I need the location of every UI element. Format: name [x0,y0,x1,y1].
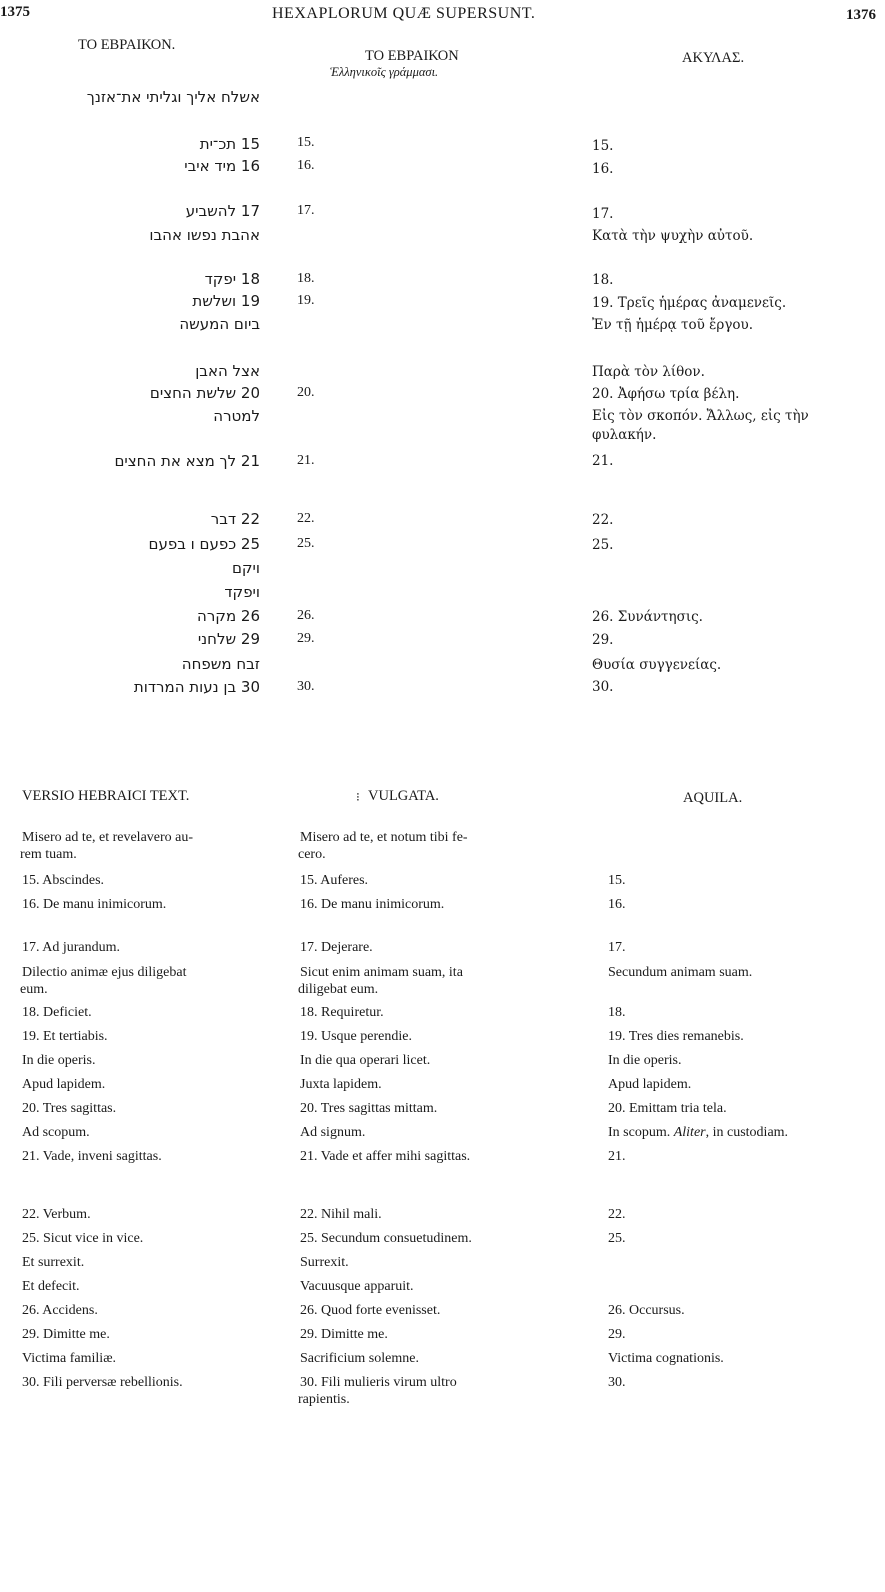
aquila-latin-line: 29. [608,1327,626,1342]
versio-line: Victima familiæ. [22,1351,117,1366]
transliteration-line: 17. [297,203,315,218]
vulgata-line: Juxta lapidem. [300,1077,382,1092]
transliteration-line: 22. [297,511,315,526]
aquila-greek-line: 20. Ἀφήσω τρία βέλη. [592,386,740,402]
hebrew-column-heading: ΤΟ ΕΒΡΑΙΚΟΝ. [78,37,176,53]
vulgata-line: 21. Vade et affer mihi sagittas. [300,1149,471,1164]
page-number-right: 1376 [846,7,876,23]
aquila-greek-line: 29. [592,632,614,648]
aquila-latin-line: 20. Emittam tria tela. [608,1101,727,1116]
versio-line: 29. Dimitte me. [22,1327,110,1342]
versio-line: 15. Abscindes. [22,873,105,888]
aquila-latin-line: 25. [608,1231,626,1246]
versio-line: In die operis. [22,1053,96,1068]
transliteration-line: 18. [297,271,315,286]
aquila-latin-line: 26. Occursus. [608,1303,685,1318]
versio-line: Misero ad te, et revelavero au- [22,830,194,845]
aquila-greek-line: φυλακήν. [592,427,657,443]
hebrew-line: 20 שלשת החצים [149,384,260,402]
hebrew-line: 22 דבר [210,510,260,528]
hebrew-line: למטרה [213,407,260,425]
versio-line: 21. Vade, inveni sagittas. [22,1149,162,1164]
aquila-latin-line: Victima cognationis. [608,1351,724,1366]
aquila-greek-column-heading: ΑΚΥΛΑΣ. [682,50,745,66]
versio-line: rem tuam. [20,847,77,862]
aquila-latin-line-scopum [608,1125,788,1141]
vulgata-line: In die qua operari licet. [300,1053,431,1068]
transliteration-column-subheading: Ἑλληνικοῖς γράμμασι. [330,65,439,79]
vulgata-line: 30. Fili mulieris virum ultro [300,1375,457,1390]
aquila-greek-line: 22. [592,512,614,528]
aquila-latin-line: 19. Tres dies remanebis. [608,1029,744,1044]
transliteration-line: 25. [297,536,315,551]
aquila-latin-line: Secundum animam suam. [608,965,753,980]
transliteration-line: 26. [297,608,315,623]
transliteration-line: 19. [297,293,315,308]
vulgata-line: diligebat eum. [298,982,379,997]
hebrew-line: 30 בן נעות המרדות [133,678,260,696]
vulgata-line: 18. Requiretur. [300,1005,384,1020]
aquila-latin-line: 22. [608,1207,626,1222]
vulgata-line: Surrexit. [300,1255,349,1270]
aquila-latin-line: 17. [608,940,626,955]
vulgata-line: 20. Tres sagittas mittam. [300,1101,438,1116]
aquila-scopum-emph: Aliter [673,1125,706,1140]
vulgata-line: Ad signum. [300,1125,366,1140]
transliteration-line: 29. [297,631,315,646]
page-number-left: 1375 [0,4,30,20]
hebrew-line: 18 יפקד [204,270,260,288]
hebrew-line: ביום המעשה [179,315,260,333]
hebrew-line: אהבת נפשו אהבו [149,226,260,244]
vulgata-line: Sicut enim animam suam, ita [300,965,463,980]
hebrew-line: אשלח אליך וגליתי את־אזנך [86,88,260,106]
vulgata-line: 17. Dejerare. [300,940,373,955]
aquila-latin-line: 18. [608,1005,626,1020]
aquila-greek-line: 16. [592,161,614,177]
aquila-latin-line: 16. [608,897,626,912]
aquila-latin-line: 30. [608,1375,626,1390]
hebrew-line: 25 כפעם ו בפעם [148,535,260,553]
aquila-greek-line: Κατὰ τὴν ψυχὴν αὐτοῦ. [592,228,754,244]
versio-line: Et defecit. [22,1279,80,1294]
versio-line: 18. Deficiet. [22,1005,92,1020]
vulgata-column-heading: VULGATA. [368,788,439,804]
transliteration-line: 30. [297,679,315,694]
aquila-latin-line: 21. [608,1149,626,1164]
transliteration-line: 20. [297,385,315,400]
vulgata-line: 15. Auferes. [300,873,369,888]
versio-line: Apud lapidem. [22,1077,106,1092]
aquila-latin-line: In die operis. [608,1053,682,1068]
vulgata-heading-mark: ⁝ [356,790,360,804]
aquila-greek-line: 19. Τρεῖς ἡμέρας ἀναμενεῖς. [592,295,787,311]
hebrew-line: ויפקד [224,583,260,601]
versio-line: Et surrexit. [22,1255,85,1270]
hebrew-line: 26 מקרה [197,607,260,625]
aquila-greek-line: 21. [592,453,614,469]
vulgata-line: Sacrificium solemne. [300,1351,419,1366]
vulgata-line: 16. De manu inimicorum. [300,897,445,912]
hebrew-line: 21 לך מצא את החצים [114,452,260,470]
hebrew-line: 19 ושלשת [192,292,260,310]
hebrew-line: 17 להשביע [185,202,260,220]
aquila-greek-line: 25. [592,537,614,553]
versio-line: 20. Tres sagittas. [22,1101,117,1116]
vulgata-line: Vacuusque apparuit. [300,1279,414,1294]
versio-line: 22. Verbum. [22,1207,91,1222]
versio-line: 17. Ad jurandum. [22,940,120,955]
aquila-greek-line: 15. [592,138,614,154]
versio-line: 19. Et tertiabis. [22,1029,108,1044]
vulgata-line: Misero ad te, et notum tibi fe- [300,830,468,845]
versio-line: 30. Fili perversæ rebellionis. [22,1375,183,1390]
vulgata-line: 26. Quod forte evenisset. [300,1303,441,1318]
hebrew-line: 29 שלחני [197,630,260,648]
transliteration-line: 15. [297,135,315,150]
vulgata-line: 19. Usque perendie. [300,1029,412,1044]
transliteration-line: 16. [297,158,315,173]
versio-line: Dilectio animæ ejus diligebat [22,965,187,980]
vulgata-line: 25. Secundum consuetudinem. [300,1231,472,1246]
versio-line: 16. De manu inimicorum. [22,897,167,912]
hebrew-line: ויקם [231,559,260,577]
aquila-latin-column-heading: AQUILA. [683,790,743,806]
transliteration-column-heading: ΤΟ ΕΒΡΑΙΚΟΝ [365,48,459,64]
aquila-greek-line: 26. Συνάντησις. [592,609,703,625]
vulgata-line: 29. Dimitte me. [300,1327,388,1342]
hebrew-line: זבח משפחה [181,655,260,673]
versio-line: 25. Sicut vice in vice. [22,1231,144,1246]
versio-line: Ad scopum. [22,1125,90,1140]
aquila-greek-line: 30. [592,679,614,695]
hebrew-line: 16 מיד איבי [184,157,260,175]
running-title: HEXAPLORUM QUÆ SUPERSUNT. [272,5,536,22]
aquila-latin-line: 15. [608,873,626,888]
vulgata-line: 22. Nihil mali. [300,1207,382,1222]
vulgata-line: cero. [298,847,326,862]
aquila-greek-line: Παρὰ τὸν λίθον. [592,364,705,380]
aquila-scopum-pre: In scopum. [608,1125,674,1140]
transliteration-line: 21. [297,453,315,468]
versio-line: 26. Accidens. [22,1303,98,1318]
hebrew-line: אצל האבן [195,362,260,380]
aquila-scopum-post: , in custodiam. [705,1125,789,1140]
aquila-greek-line: Ἐν τῇ ἡμέρᾳ τοῦ ἔργου. [592,317,754,333]
versio-line: eum. [20,982,48,997]
aquila-greek-line: Θυσία συγγενείας. [592,657,722,673]
aquila-greek-line: Εἰς τὸν σκοπόν. Ἄλλως, εἰς τὴν [592,408,809,424]
vulgata-line: rapientis. [298,1392,350,1407]
aquila-latin-line: Apud lapidem. [608,1077,692,1092]
aquila-greek-line: 18. [592,272,614,288]
aquila-greek-line: 17. [592,206,614,222]
hebrew-line: 15 תכ־ית [199,135,260,153]
versio-column-heading: VERSIO HEBRAICI TEXT. [22,788,190,804]
